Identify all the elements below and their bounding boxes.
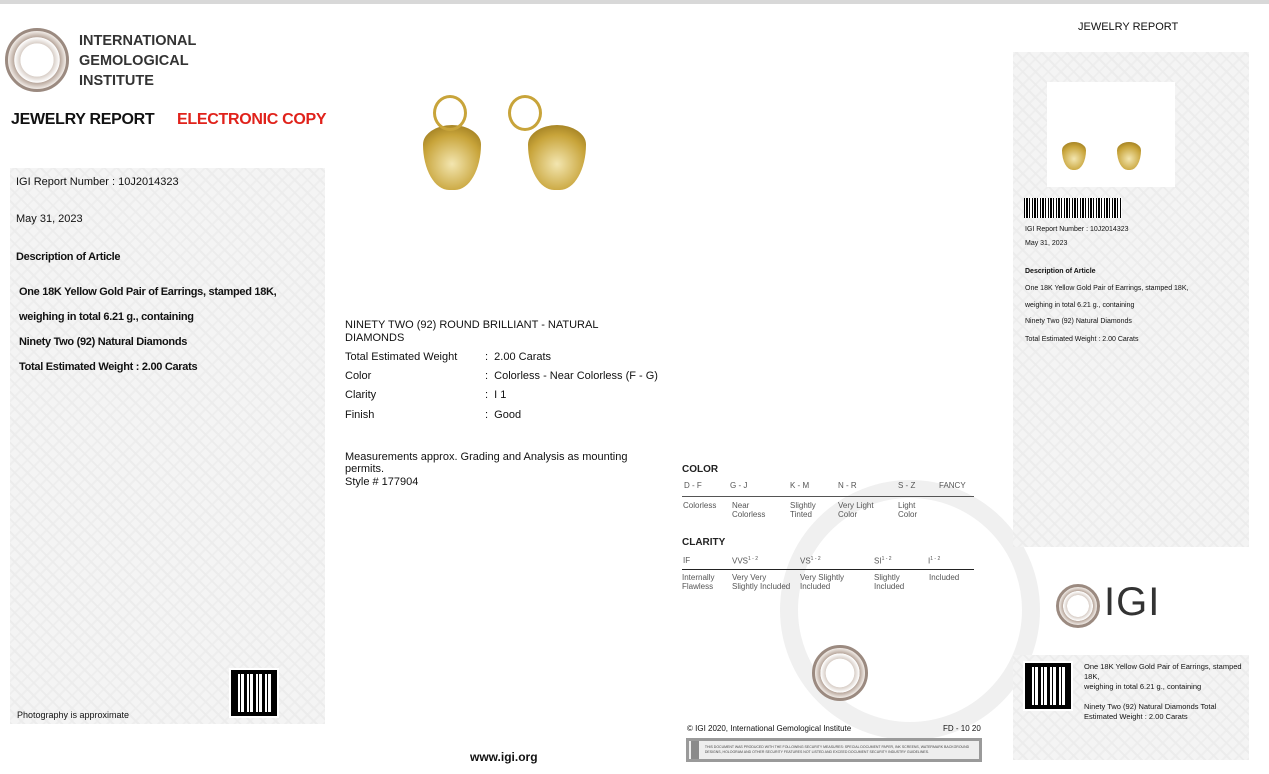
clarity-desc: Included bbox=[929, 573, 960, 582]
color-desc: Very Light Color bbox=[838, 501, 874, 519]
website-link[interactable]: www.igi.org bbox=[470, 750, 538, 764]
field-label: Clarity bbox=[345, 389, 377, 401]
description-line: One 18K Yellow Gold Pair of Earrings, stamped 18K, bbox=[19, 286, 277, 298]
color-grade: G - J bbox=[730, 481, 748, 490]
style-number: Style # 177904 bbox=[345, 476, 419, 488]
clarity-grade: VS$^{1 - 2}$ bbox=[800, 556, 821, 566]
summary-line: Ninety Two (92) Natural Diamonds Total Estimated Weight : 2.00 Carats bbox=[1084, 702, 1217, 721]
field-label: Total Estimated Weight bbox=[345, 351, 458, 363]
barcode bbox=[1024, 198, 1122, 218]
field-label: Color bbox=[345, 370, 372, 382]
description-heading: Description of Article bbox=[1025, 268, 1096, 275]
clarity-grade: SI$^{1 - 2}$ bbox=[874, 556, 892, 566]
color-grade: D - F bbox=[684, 481, 702, 490]
description-line: weighing in total 6.21 g., containing bbox=[1025, 302, 1135, 309]
org-name-line: INTERNATIONAL bbox=[79, 33, 197, 49]
clarity-desc: Very Very Slightly Included bbox=[732, 573, 791, 591]
electronic-copy-label: ELECTRONIC COPY bbox=[177, 111, 327, 128]
clarity-desc: Very Slightly Included bbox=[800, 573, 845, 591]
org-name-line: INSTITUTE bbox=[79, 73, 154, 89]
igi-seal-logo bbox=[1056, 584, 1100, 628]
color-desc: Near Colorless bbox=[732, 501, 766, 519]
form-code: FD - 10 20 bbox=[943, 724, 981, 733]
top-border bbox=[0, 0, 1269, 4]
igi-seal-stamp bbox=[812, 645, 868, 701]
color-grade: K - M bbox=[790, 481, 810, 490]
copyright: © IGI 2020, International Gemological Institute bbox=[687, 724, 852, 733]
description-line: weighing in total 6.21 g., containing bbox=[19, 311, 194, 323]
description-line: Total Estimated Weight : 2.00 Carats bbox=[19, 361, 198, 373]
clarity-grade: $I^{1 - 2}$ bbox=[928, 556, 941, 566]
clarity-grade: IF bbox=[683, 556, 691, 565]
report-number: IGI Report Number : 10J2014323 bbox=[16, 176, 179, 188]
clarity-desc: Slightly Included bbox=[874, 573, 905, 591]
clarity-grade: VVS$^{1 - 2}$ bbox=[732, 556, 759, 566]
field-label: Finish bbox=[345, 409, 375, 421]
description-line: Total Estimated Weight : 2.00 Carats bbox=[1025, 336, 1139, 343]
clarity-desc: Internally Flawless bbox=[682, 573, 715, 591]
field-value: Colorless - Near Colorless (F - G) bbox=[494, 370, 658, 382]
summary-line: weighing in total 6.21 g., containing bbox=[1084, 682, 1202, 691]
field-value: I 1 bbox=[494, 389, 507, 401]
qr-code[interactable] bbox=[1025, 663, 1071, 709]
qr-code[interactable] bbox=[231, 670, 277, 716]
field-value: Good bbox=[494, 409, 522, 421]
security-text: THIS DOCUMENT WAS PRODUCED WITH THE FOLLOWING SECURITY MEASURES: SPECIAL DOCUMENT PAPER, INK SCREENS, WATERMARK BACKGROUND DESIGNS, HOLOGRAM AND OTHER SECURITY FEATURES NOT LISTED AND EXCEED DOCUMENT SECURITY INDUSTRY GUIDELINES. bbox=[704, 745, 970, 754]
report-date: May 31, 2023 bbox=[1025, 240, 1068, 247]
color-grade: N - R bbox=[838, 481, 857, 490]
right-panel bbox=[1013, 52, 1249, 547]
right-title: JEWELRY REPORT bbox=[1078, 21, 1179, 33]
field-value: 2.00 Carats bbox=[494, 351, 552, 363]
photo-note: Photography is approximate bbox=[17, 710, 130, 720]
summary-line: One 18K Yellow Gold Pair of Earrings, stamped 18K, bbox=[1084, 662, 1242, 681]
color-grade: FANCY bbox=[939, 481, 966, 490]
left-panel bbox=[10, 168, 325, 724]
org-name bbox=[79, 31, 196, 91]
color-scale bbox=[682, 464, 974, 603]
color-desc: Slightly Tinted bbox=[790, 501, 816, 519]
right-bottom-panel bbox=[1013, 655, 1249, 760]
report-type: JEWELRY REPORT bbox=[11, 111, 155, 128]
color-desc: Colorless bbox=[683, 501, 717, 510]
stone-title: NINETY TWO (92) ROUND BRILLIANT - NATURAL DIAMONDS bbox=[345, 319, 599, 344]
color-grade: S - Z bbox=[898, 481, 916, 490]
summary-text bbox=[1084, 662, 1244, 722]
igi-seal-logo bbox=[5, 28, 69, 92]
description-line: Ninety Two (92) Natural Diamonds bbox=[1025, 318, 1132, 325]
jewelry-thumbnail bbox=[1047, 82, 1175, 187]
lock-icon bbox=[691, 741, 699, 759]
security-notice bbox=[686, 738, 982, 762]
report-number: IGI Report Number : 10J2014323 bbox=[1025, 226, 1129, 233]
org-name-line: GEMOLOGICAL bbox=[79, 53, 189, 69]
description-line: One 18K Yellow Gold Pair of Earrings, stamped 18K, bbox=[1025, 285, 1189, 292]
description-heading: Description of Article bbox=[16, 251, 121, 263]
description-line: Ninety Two (92) Natural Diamonds bbox=[19, 336, 188, 348]
clarity-heading: CLARITY bbox=[682, 537, 726, 548]
measurements-note: Measurements approx. Grading and Analysis as mounting permits. bbox=[345, 451, 628, 475]
color-heading: COLOR bbox=[682, 464, 719, 475]
igi-logo-text: IGI bbox=[1104, 580, 1161, 624]
color-desc: Light Color bbox=[898, 501, 918, 519]
report-date: May 31, 2023 bbox=[16, 213, 83, 225]
